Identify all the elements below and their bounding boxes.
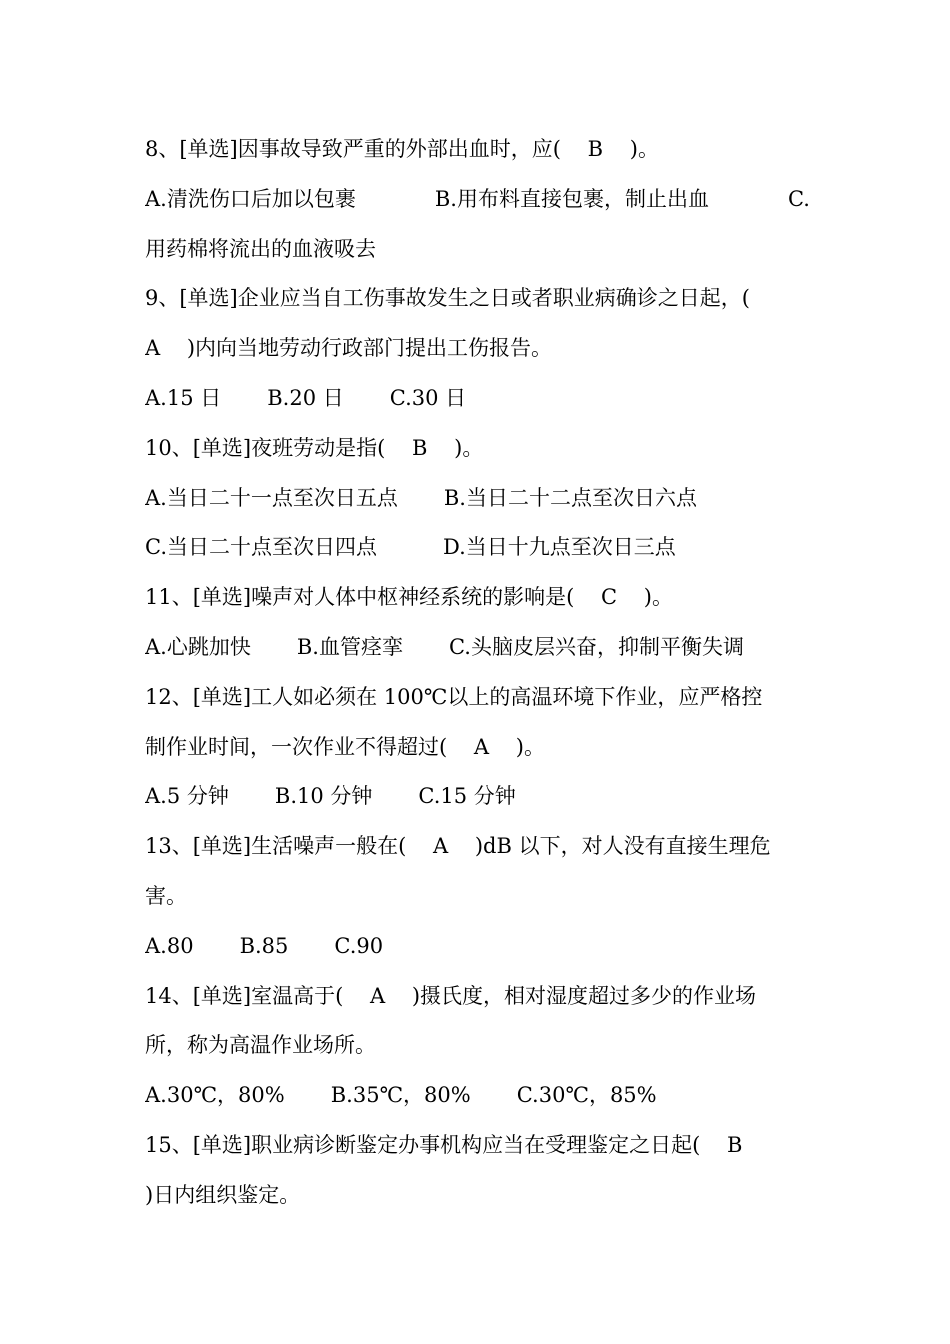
option-c: C.90 <box>334 933 384 958</box>
question-stem-continuation: 所，称为高温作业场所。 <box>145 1033 376 1058</box>
option-b: B.85 <box>239 933 289 958</box>
option-a: A.当日二十一点至次日五点 <box>145 485 398 510</box>
option-b: B.当日二十二点至次日六点 <box>443 485 697 510</box>
option-b: B.用布料直接包裹，制止出血 <box>434 186 709 211</box>
question-11 <box>145 573 810 673</box>
option-b: B.血管痉挛 <box>296 634 403 659</box>
option-c-continuation: 用药棉将流出的血液吸去 <box>145 236 376 261</box>
option-b: B.20 日 <box>267 385 344 410</box>
question-13 <box>145 822 810 971</box>
question-stem: 12、[单选]工人如必须在 100℃以上的高温环境下作业，应严格控 <box>145 684 763 709</box>
question-stem-continuation: A )内向当地劳动行政部门提出工伤报告。 <box>145 336 553 361</box>
question-10 <box>145 424 810 573</box>
option-a: A.30℃，80% <box>145 1083 285 1108</box>
question-stem: 8、[单选]因事故导致严重的外部出血时，应( B )。 <box>145 137 659 161</box>
option-d: D.当日十九点至次日三点 <box>443 535 676 560</box>
question-stem-continuation: 害。 <box>145 883 187 908</box>
question-stem: 11、[单选]噪声对人体中枢神经系统的影响是( C )。 <box>145 585 673 610</box>
question-8 <box>145 125 810 274</box>
option-a: A.心跳加快 <box>145 634 251 659</box>
option-a: A.15 日 <box>145 385 222 410</box>
question-stem: 14、[单选]室温高于( A )摄氏度，相对湿度超过多少的作业场 <box>145 983 757 1008</box>
options-row <box>145 1071 810 1121</box>
question-15 <box>145 1121 810 1221</box>
option-c-prefix: C. <box>787 186 810 211</box>
question-stem-continuation: )日内组织鉴定。 <box>145 1182 301 1207</box>
option-a: A.80 <box>145 933 194 958</box>
question-stem-continuation: 制作业时间，一次作业不得超过( A )。 <box>145 734 545 759</box>
option-a: A.5 分钟 <box>145 784 229 809</box>
options-row <box>145 922 810 972</box>
question-stem: 9、[单选]企业应当自工伤事故发生之日或者职业病确诊之日起，( <box>145 286 750 311</box>
question-12 <box>145 673 810 822</box>
options-row <box>145 374 810 424</box>
question-stem: 10、[单选]夜班劳动是指( B )。 <box>145 435 484 460</box>
document-page <box>145 125 810 1221</box>
option-b: B.35℃，80% <box>330 1083 471 1108</box>
question-stem: 13、[单选]生活噪声一般在( A )dB 以下，对人没有直接生理危 <box>145 834 771 859</box>
option-c: C.当日二十点至次日四点 <box>145 535 377 560</box>
option-c: C.头脑皮层兴奋，抑制平衡失调 <box>448 634 744 659</box>
options-row <box>145 523 810 573</box>
option-c: C.15 分钟 <box>418 784 516 809</box>
option-c: C.30℃，85% <box>516 1083 657 1108</box>
options-row <box>145 175 810 225</box>
option-a: A.清洗伤口后加以包裹 <box>145 186 356 211</box>
options-row <box>145 772 810 822</box>
question-9 <box>145 274 810 423</box>
option-b: B.10 分钟 <box>274 784 373 809</box>
question-14 <box>145 972 810 1121</box>
option-c: C.30 日 <box>389 385 467 410</box>
question-stem: 15、[单选]职业病诊断鉴定办事机构应当在受理鉴定之日起( B <box>145 1132 743 1157</box>
options-row <box>145 474 810 524</box>
options-row <box>145 623 810 673</box>
